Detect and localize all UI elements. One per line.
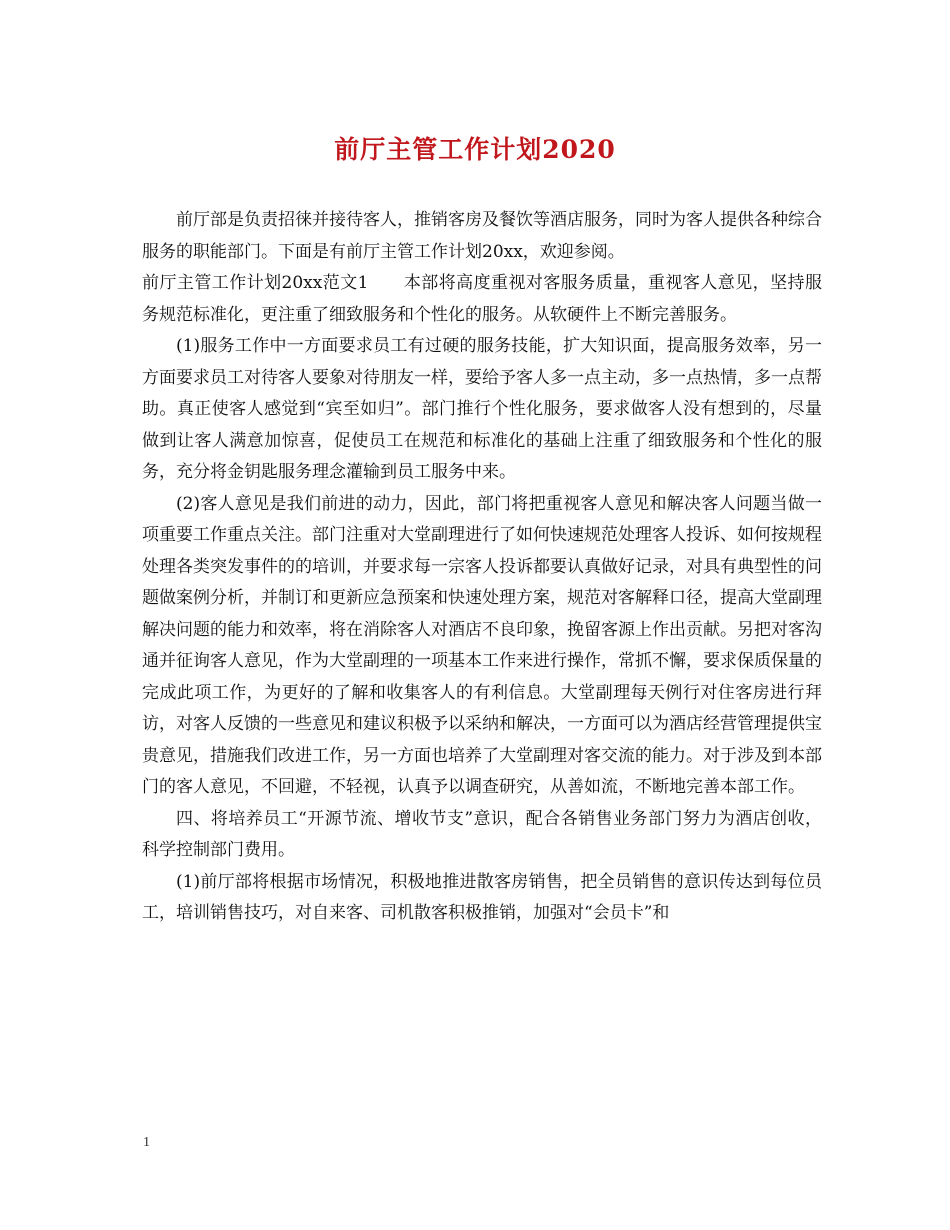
paragraph-guest-feedback: (2)客人意见是我们前进的动力，因此，部门将把重视客人意见和解决客人问题当做一项重要工作重点关注。部门注重对大堂副理进行了如何快速规范处理客人投诉、如何按规程处理各类突发事件的的培训，并要求每一宗客人投诉都要认真做好记录，对具有典型性的问题做案例分析，并制订和更新应急预案和快速处理方案，规范对客解释口径，提高大堂副理解决问题的能力和效率，将在消除客人对酒店不良印象，挽留客源上作出贡献。另把对客沟通并征询客人意见，作为大堂副理的一项基本工作来进行操作，常抓不懈，要求保质保量的完成此项工作，为更好的了解和收集客人的有利信息。大堂副理每天例行对住客房进行拜访，对客人反馈的一些意见和建议积极予以采纳和解决，一方面可以为酒店经营管理提供宝贵意见，措施我们改进工作，另一方面也培养了大堂副理对客交流的能力。对于涉及到本部门的客人意见，不回避，不轻视，认真予以调查研究，从善如流，不断地完善本部工作。 bbox=[142, 493, 822, 797]
page-number: 1 bbox=[143, 1135, 150, 1150]
paragraph-plan-heading: 前厅主管工作计划20xx范文1 本部将高度重视对客服务质量，重视客人意见，坚持服务规范标准化，更注重了细致服务和个性化的服务。从软硬件上不断完善服务。 bbox=[142, 273, 822, 325]
paragraph-sales: (1)前厅部将根据市场情况，积极地推进散客房销售，把全员销售的意识传达到每位员工，培训销售技巧，对自来客、司机散客积极推销，加强对“会员卡”和 bbox=[142, 871, 822, 923]
paragraph-service-work: (1)服务工作中一方面要求员工有过硬的服务技能，扩大知识面，提高服务效率，另一方面要求员工对待客人要象对待朋友一样，要给予客人多一点主动，多一点热情，多一点帮助。真正使客人感觉到“宾至如归”。部门推行个性化服务，要求做客人没有想到的，尽量做到让客人满意加惊喜，促使员工在规范和标准化的基础上注重了细致服务和个性化的服务，充分将金钥匙服务理念灌输到员工服务中来。 bbox=[142, 336, 822, 482]
document-body bbox=[142, 205, 822, 930]
paragraph-intro: 前厅部是负责招徕并接待客人，推销客房及餐饮等酒店服务，同时为客人提供各种综合服务的职能部门。下面是有前厅主管工作计划20xx，欢迎参阅。 bbox=[142, 210, 822, 262]
document-title: 前厅主管工作计划2020 bbox=[334, 135, 616, 164]
paragraph-section-four: 四、将培养员工“开源节流、增收节支”意识，配合各销售业务部门努力为酒店创收，科学控制部门费用。 bbox=[142, 808, 822, 860]
